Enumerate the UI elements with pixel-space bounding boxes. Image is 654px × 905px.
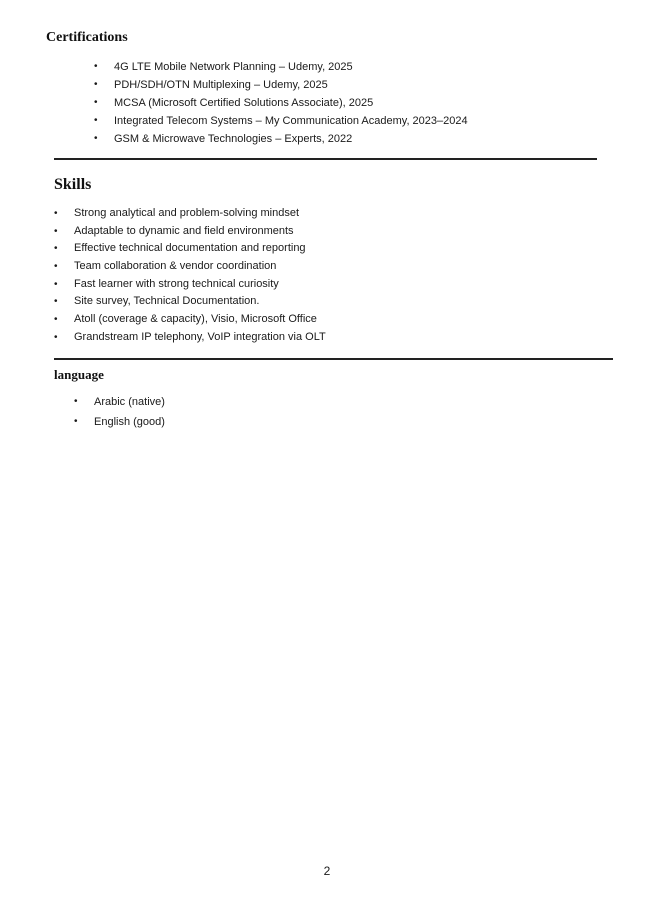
- bullet-icon: •: [74, 396, 78, 407]
- page-number: [0, 864, 654, 878]
- skill-text: Adaptable to dynamic and field environments: [74, 224, 294, 237]
- section-divider: [54, 158, 597, 160]
- section-divider: [54, 358, 613, 360]
- bullet-icon: •: [54, 243, 58, 255]
- bullet-icon: •: [74, 416, 78, 427]
- skills-heading: Skills: [54, 176, 92, 193]
- list-item: [94, 112, 468, 130]
- certification-text: PDH/SDH/OTN Multiplexing – Udemy, 2025: [114, 79, 328, 91]
- skill-text: Fast learner with strong technical curiosity: [74, 277, 279, 290]
- list-item: [74, 412, 165, 432]
- certification-text: Integrated Telecom Systems – My Communication Academy, 2023–2024: [114, 115, 468, 127]
- list-item: [54, 205, 326, 223]
- language-heading: language: [54, 367, 104, 382]
- list-item: [54, 276, 326, 294]
- bullet-icon: •: [94, 115, 98, 126]
- bullet-icon: •: [94, 133, 98, 144]
- skill-text: Team collaboration & vendor coordination: [74, 260, 277, 273]
- list-item: [94, 58, 468, 76]
- skill-text: Site survey, Technical Documentation.: [74, 295, 260, 308]
- list-item: [54, 223, 326, 241]
- skill-text: Atoll (coverage & capacity), Visio, Microsoft Office: [74, 313, 317, 326]
- list-item: [54, 329, 326, 347]
- page-number-text: 2: [323, 864, 331, 878]
- certification-text: 4G LTE Mobile Network Planning – Udemy, 2025: [114, 61, 353, 73]
- bullet-icon: •: [54, 261, 58, 273]
- bullet-icon: •: [94, 97, 98, 108]
- skill-text: Strong analytical and problem-solving mindset: [74, 207, 300, 219]
- list-item: [94, 76, 468, 94]
- bullet-icon: •: [54, 331, 58, 343]
- certifications-list: [94, 58, 468, 148]
- language-text: English (good): [94, 416, 165, 428]
- bullet-icon: •: [54, 296, 58, 308]
- bullet-icon: •: [54, 278, 58, 290]
- certifications-heading: Certifications: [46, 30, 128, 45]
- list-item: [74, 392, 165, 412]
- certification-text: GSM & Microwave Technologies – Experts, 2022: [114, 133, 353, 145]
- language-text: Arabic (native): [94, 396, 165, 408]
- bullet-icon: •: [54, 208, 58, 219]
- language-list: [74, 392, 165, 432]
- list-item: [94, 94, 468, 112]
- list-item: [54, 240, 326, 258]
- skill-text: Effective technical documentation and reporting: [74, 242, 306, 255]
- bullet-icon: •: [94, 61, 98, 72]
- bullet-icon: •: [54, 225, 58, 237]
- skill-text: Grandstream IP telephony, VoIP integration via OLT: [74, 330, 326, 343]
- list-item: [54, 258, 326, 276]
- certification-text: MCSA (Microsoft Certified Solutions Associate), 2025: [114, 97, 374, 109]
- skills-list: [54, 205, 326, 347]
- bullet-icon: •: [94, 79, 98, 90]
- bullet-icon: •: [54, 314, 58, 326]
- list-item: [94, 130, 468, 148]
- list-item: [54, 293, 326, 311]
- list-item: [54, 311, 326, 329]
